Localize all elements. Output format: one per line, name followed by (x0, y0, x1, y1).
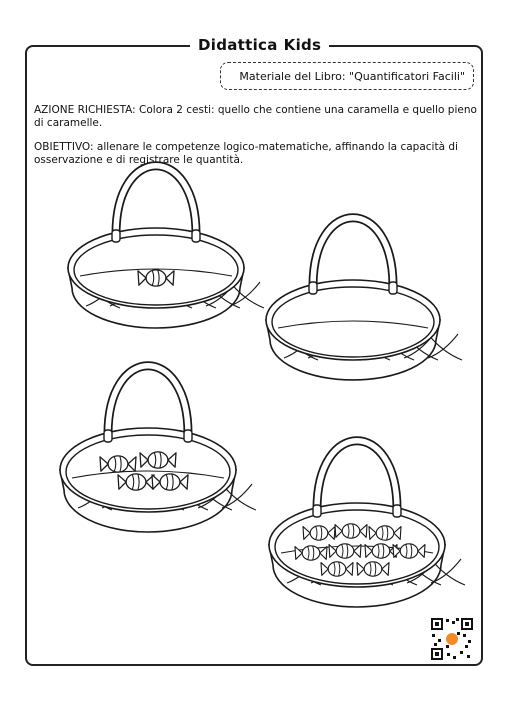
basket-4 (269, 441, 465, 607)
basket-2 (266, 218, 462, 380)
book-source-text: Materiale del Libro: "Quantificatori Facili" (239, 69, 465, 83)
brand-word-1: Didattica (198, 36, 278, 54)
brand-word-2: Kids (283, 36, 322, 54)
objective-text: OBIETTIVO: allenare le competenze logico-matematiche, affinando la capacità di osservazione e di registrare le quantità. (34, 141, 458, 166)
basket-3 (60, 366, 256, 532)
qr-code (430, 617, 474, 661)
action-instruction: AZIONE RICHIESTA: Colora 2 cesti: quello che contiene una caramella e quello pieno di caramelle. (34, 104, 477, 129)
basket-1 (68, 166, 264, 328)
qr-center-logo (446, 633, 458, 645)
